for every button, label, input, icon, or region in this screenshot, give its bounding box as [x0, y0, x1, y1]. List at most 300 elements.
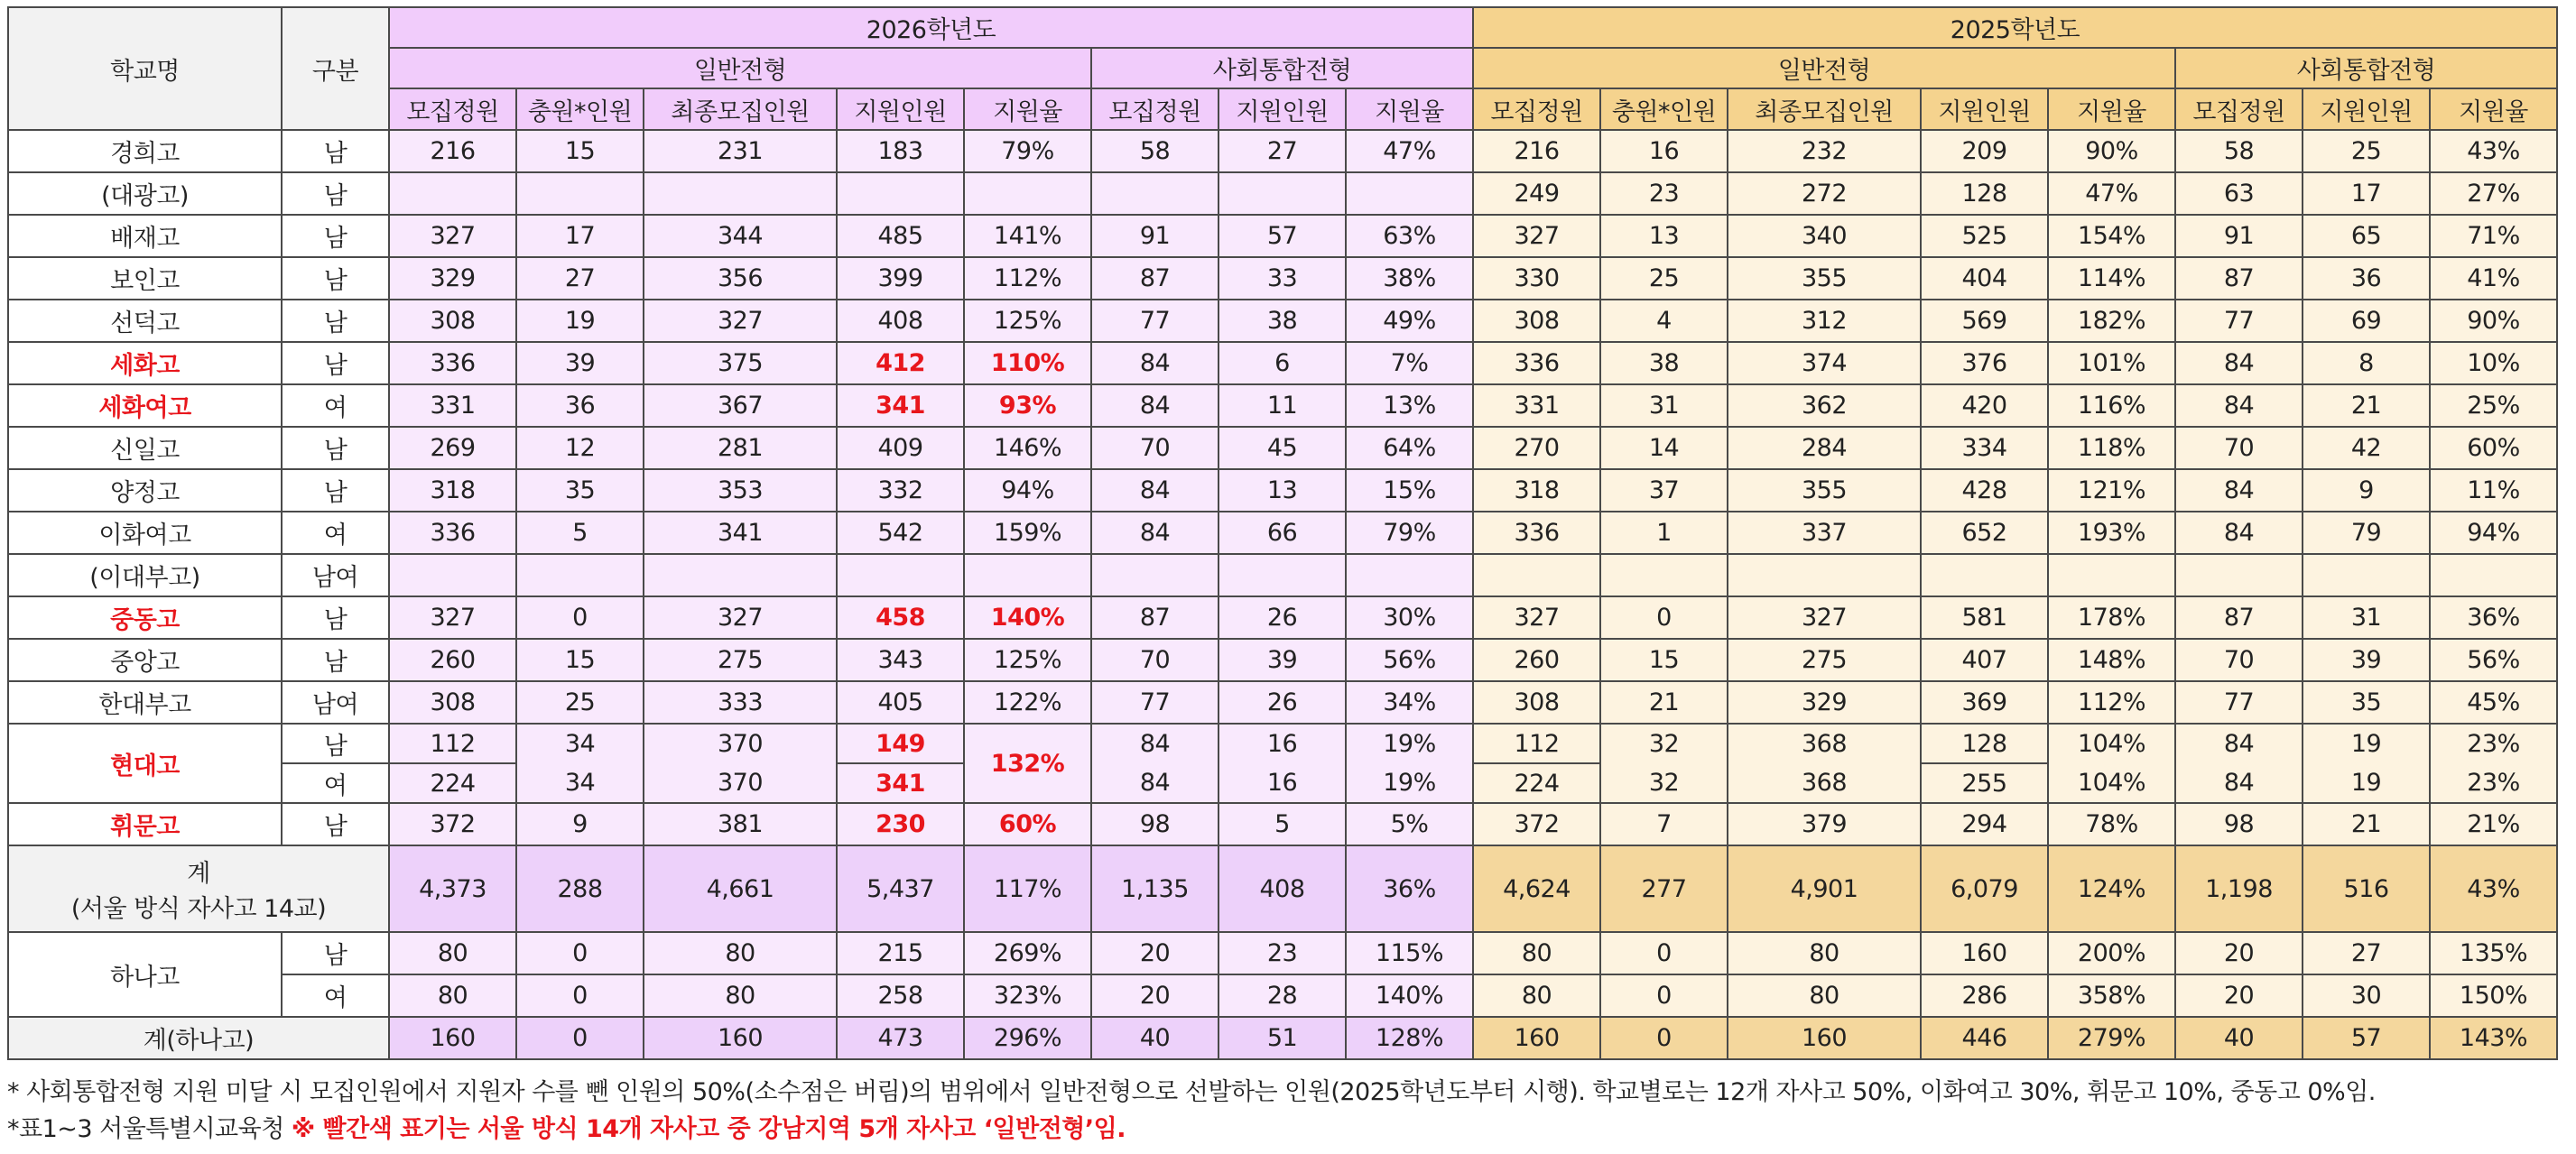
value-applicants: 255: [1921, 763, 2048, 803]
value-rate: 124%: [2048, 845, 2175, 932]
value-social-recruit: 1,198: [2175, 845, 2303, 932]
value-rate: [964, 554, 1091, 596]
value-applicants: 420: [1921, 384, 2048, 427]
value-rate: [964, 172, 1091, 215]
total-label: [8, 845, 389, 932]
value-social-applicants: 79: [2303, 512, 2430, 554]
metric-header-applicants: 지원인원: [1921, 88, 2048, 130]
value-recruit: [389, 554, 516, 596]
value-extra: 288: [516, 845, 644, 932]
school-row-hyundai-2: [8, 763, 2557, 803]
value-extra: 0: [516, 932, 644, 974]
school-row: [8, 681, 2557, 724]
value-final: [644, 554, 837, 596]
value-social-applicants: 408: [1219, 845, 1346, 932]
value-social-rate: 94%: [2430, 512, 2557, 554]
value-rate: 112%: [964, 257, 1091, 300]
value-social-recruit: 91: [1091, 215, 1219, 257]
value-rate: 104%: [2048, 724, 2175, 763]
value-recruit: 269: [389, 427, 516, 469]
value-extra: 4: [1600, 300, 1728, 342]
value-applicants: 258: [837, 974, 964, 1017]
metric-header-extra: 충원*인원: [1600, 88, 1728, 130]
value-social-applicants: 69: [2303, 300, 2430, 342]
value-rate: 118%: [2048, 427, 2175, 469]
value-social-recruit: 98: [2175, 803, 2303, 845]
value-rate: 78%: [2048, 803, 2175, 845]
year-header-2025: 2025학년도: [1473, 7, 2557, 48]
value-social-recruit: 84: [1091, 763, 1219, 803]
value-social-applicants: 30: [2303, 974, 2430, 1017]
value-extra: 15: [516, 130, 644, 172]
value-extra: 36: [516, 384, 644, 427]
school-row: [8, 257, 2557, 300]
value-recruit: 372: [1473, 803, 1600, 845]
metric-header-social-recruit: 모집정원: [1091, 88, 1219, 130]
value-social-recruit: 84: [2175, 763, 2303, 803]
school-name-hana: 하나고: [8, 932, 282, 1017]
school-row-hana-1: [8, 932, 2557, 974]
value-social-applicants: 42: [2303, 427, 2430, 469]
value-social-applicants: 36: [2303, 257, 2430, 300]
value-social-applicants: 5: [1219, 803, 1346, 845]
value-social-rate: 115%: [1346, 932, 1473, 974]
value-final: 341: [644, 512, 837, 554]
value-social-recruit: 58: [2175, 130, 2303, 172]
value-rate: 110%: [964, 342, 1091, 384]
gender: 남: [282, 130, 389, 172]
value-applicants: 407: [1921, 639, 2048, 681]
school-name: 경희고: [8, 130, 282, 172]
value-social-recruit: 77: [1091, 681, 1219, 724]
school-row: [8, 596, 2557, 639]
school-row: [8, 427, 2557, 469]
value-extra: 9: [516, 803, 644, 845]
metric-header-social-applicants: 지원인원: [2303, 88, 2430, 130]
school-name: 양정고: [8, 469, 282, 512]
value-applicants: [837, 172, 964, 215]
value-social-applicants: 16: [1219, 763, 1346, 803]
value-final: 160: [1728, 1017, 1921, 1059]
value-social-rate: 56%: [2430, 639, 2557, 681]
value-social-recruit: 84: [2175, 342, 2303, 384]
value-recruit: 224: [389, 763, 516, 803]
footnote-line-1: * 사회통합전형 지원 미달 시 모집인원에서 지원자 수를 뺀 인원의 50%(소수점은 버림)의 범위에서 일반전형으로 선발하는 인원(2025학년도부터 시행). 학교별로는 12개 자사고 50%, 이화여고 30%, 휘문고 10%, 중동고 0%임.: [7, 1078, 2376, 1106]
gender: 남: [282, 257, 389, 300]
gender: 남: [282, 427, 389, 469]
value-applicants: 343: [837, 639, 964, 681]
gender: 남: [282, 469, 389, 512]
value-social-rate: 27%: [2430, 172, 2557, 215]
gender: 남: [282, 803, 389, 845]
value-applicants: 215: [837, 932, 964, 974]
value-rate: 182%: [2048, 300, 2175, 342]
value-social-rate: 11%: [2430, 469, 2557, 512]
value-applicants: 230: [837, 803, 964, 845]
footnote-line-2: [7, 1109, 1126, 1144]
value-final: 80: [1728, 932, 1921, 974]
value-recruit: 249: [1473, 172, 1600, 215]
value-social-recruit: 20: [2175, 974, 2303, 1017]
value-extra: 14: [1600, 427, 1728, 469]
value-final: 4,901: [1728, 845, 1921, 932]
value-applicants: 128: [1921, 724, 2048, 763]
value-social-recruit: 84: [2175, 724, 2303, 763]
value-social-rate: 71%: [2430, 215, 2557, 257]
value-applicants: 473: [837, 1017, 964, 1059]
value-social-applicants: 51: [1219, 1017, 1346, 1059]
value-recruit: 329: [389, 257, 516, 300]
value-social-applicants: 26: [1219, 596, 1346, 639]
value-social-rate: 150%: [2430, 974, 2557, 1017]
value-extra: 277: [1600, 845, 1728, 932]
value-applicants: 286: [1921, 974, 2048, 1017]
value-rate: 104%: [2048, 763, 2175, 803]
value-recruit: 336: [389, 342, 516, 384]
value-extra: 25: [1600, 257, 1728, 300]
value-recruit: 331: [1473, 384, 1600, 427]
school-name: 한대부고: [8, 681, 282, 724]
value-final: 362: [1728, 384, 1921, 427]
value-social-rate: 79%: [1346, 512, 1473, 554]
value-social-recruit: 91: [2175, 215, 2303, 257]
school-name: 선덕고: [8, 300, 282, 342]
value-social-applicants: 13: [1219, 469, 1346, 512]
value-social-applicants: 19: [2303, 763, 2430, 803]
value-rate: 122%: [964, 681, 1091, 724]
value-final: [1728, 554, 1921, 596]
value-rate: 178%: [2048, 596, 2175, 639]
value-rate: 94%: [964, 469, 1091, 512]
value-social-applicants: 6: [1219, 342, 1346, 384]
value-applicants: 183: [837, 130, 964, 172]
value-applicants: 525: [1921, 215, 2048, 257]
value-final: 80: [644, 974, 837, 1017]
value-recruit: 216: [1473, 130, 1600, 172]
value-rate: 296%: [964, 1017, 1091, 1059]
metric-header-social-applicants: 지원인원: [1219, 88, 1346, 130]
value-recruit: [389, 172, 516, 215]
value-extra: 15: [1600, 639, 1728, 681]
value-rate: 125%: [964, 639, 1091, 681]
value-final: 368: [1728, 724, 1921, 763]
value-social-applicants: 26: [1219, 681, 1346, 724]
header-row-tracks: [8, 48, 2557, 88]
metric-header-rate: 지원율: [2048, 88, 2175, 130]
metric-header-social-recruit: 모집정원: [2175, 88, 2303, 130]
value-social-applicants: 39: [1219, 639, 1346, 681]
value-rate: 358%: [2048, 974, 2175, 1017]
value-applicants: [1921, 554, 2048, 596]
value-recruit: 331: [389, 384, 516, 427]
metric-header-applicants: 지원인원: [837, 88, 964, 130]
gender: 남: [282, 215, 389, 257]
value-social-recruit: 84: [2175, 512, 2303, 554]
value-social-applicants: [1219, 172, 1346, 215]
value-rate: 47%: [2048, 172, 2175, 215]
value-applicants: 209: [1921, 130, 2048, 172]
value-rate: 132%: [964, 724, 1091, 803]
value-applicants: 6,079: [1921, 845, 2048, 932]
value-social-rate: 64%: [1346, 427, 1473, 469]
value-extra: 1: [1600, 512, 1728, 554]
value-recruit: 224: [1473, 763, 1600, 803]
school-name: 세화고: [8, 342, 282, 384]
value-extra: [516, 172, 644, 215]
value-recruit: 336: [389, 512, 516, 554]
track-header-general-2025: 일반전형: [1473, 48, 2175, 88]
value-social-applicants: 23: [1219, 932, 1346, 974]
value-final: 327: [644, 300, 837, 342]
value-social-recruit: 98: [1091, 803, 1219, 845]
value-social-rate: 15%: [1346, 469, 1473, 512]
value-final: 379: [1728, 803, 1921, 845]
school-name: 세화여고: [8, 384, 282, 427]
hana-total-label: 계(하나고): [8, 1017, 389, 1059]
gender: 남: [282, 639, 389, 681]
value-rate: 146%: [964, 427, 1091, 469]
value-applicants: 652: [1921, 512, 2048, 554]
gender: 남: [282, 342, 389, 384]
value-final: 327: [1728, 596, 1921, 639]
value-recruit: 318: [1473, 469, 1600, 512]
value-social-recruit: 20: [1091, 974, 1219, 1017]
value-social-applicants: 57: [1219, 215, 1346, 257]
value-applicants: 294: [1921, 803, 2048, 845]
value-social-applicants: 57: [2303, 1017, 2430, 1059]
value-extra: 7: [1600, 803, 1728, 845]
value-applicants: 581: [1921, 596, 2048, 639]
value-extra: 12: [516, 427, 644, 469]
gender: 여: [282, 384, 389, 427]
value-final: 355: [1728, 257, 1921, 300]
value-final: 275: [1728, 639, 1921, 681]
value-extra: 37: [1600, 469, 1728, 512]
value-social-recruit: 84: [1091, 342, 1219, 384]
column-header-gender: 구분: [282, 7, 389, 130]
value-final: 333: [644, 681, 837, 724]
school-row: [8, 300, 2557, 342]
value-recruit: 80: [1473, 974, 1600, 1017]
value-applicants: 160: [1921, 932, 2048, 974]
value-social-rate: 135%: [2430, 932, 2557, 974]
value-extra: 32: [1600, 724, 1728, 763]
value-rate: 60%: [964, 803, 1091, 845]
header-row-metrics: [8, 88, 2557, 130]
value-social-rate: 143%: [2430, 1017, 2557, 1059]
value-social-recruit: 87: [1091, 257, 1219, 300]
value-social-recruit: 84: [2175, 469, 2303, 512]
value-final: 381: [644, 803, 837, 845]
value-social-rate: 47%: [1346, 130, 1473, 172]
value-applicants: 408: [837, 300, 964, 342]
value-social-rate: 140%: [1346, 974, 1473, 1017]
value-recruit: 80: [389, 932, 516, 974]
value-social-recruit: 84: [2175, 384, 2303, 427]
total-row: [8, 845, 2557, 932]
metric-header-recruit: 모집정원: [1473, 88, 1600, 130]
value-final: 232: [1728, 130, 1921, 172]
value-final: 329: [1728, 681, 1921, 724]
value-extra: 17: [516, 215, 644, 257]
value-social-recruit: 84: [1091, 469, 1219, 512]
school-row-hana-2: [8, 974, 2557, 1017]
value-social-applicants: [2303, 554, 2430, 596]
value-social-applicants: [1219, 554, 1346, 596]
value-extra: 0: [1600, 974, 1728, 1017]
school-name: 중앙고: [8, 639, 282, 681]
value-social-rate: 34%: [1346, 681, 1473, 724]
value-rate: 117%: [964, 845, 1091, 932]
value-social-rate: 56%: [1346, 639, 1473, 681]
value-recruit: 4,624: [1473, 845, 1600, 932]
value-extra: 38: [1600, 342, 1728, 384]
value-rate: 90%: [2048, 130, 2175, 172]
value-social-recruit: 87: [2175, 257, 2303, 300]
value-social-rate: 13%: [1346, 384, 1473, 427]
value-applicants: 485: [837, 215, 964, 257]
value-rate: 112%: [2048, 681, 2175, 724]
value-social-applicants: 21: [2303, 384, 2430, 427]
value-recruit: 4,373: [389, 845, 516, 932]
value-final: 80: [1728, 974, 1921, 1017]
value-social-applicants: 35: [2303, 681, 2430, 724]
value-recruit: 336: [1473, 342, 1600, 384]
value-social-rate: 60%: [2430, 427, 2557, 469]
school-row: [8, 130, 2557, 172]
metric-header-social-rate: 지원율: [1346, 88, 1473, 130]
value-social-rate: 10%: [2430, 342, 2557, 384]
value-rate: 279%: [2048, 1017, 2175, 1059]
track-header-social-2026: 사회통합전형: [1091, 48, 1473, 88]
value-rate: 148%: [2048, 639, 2175, 681]
school-name: 배재고: [8, 215, 282, 257]
school-row: [8, 469, 2557, 512]
value-extra: 25: [516, 681, 644, 724]
value-recruit: 216: [389, 130, 516, 172]
value-rate: 116%: [2048, 384, 2175, 427]
value-social-rate: 5%: [1346, 803, 1473, 845]
value-applicants: 332: [837, 469, 964, 512]
year-header-2026: 2026학년도: [389, 7, 1473, 48]
value-recruit: 330: [1473, 257, 1600, 300]
value-final: 312: [1728, 300, 1921, 342]
value-recruit: 336: [1473, 512, 1600, 554]
value-social-recruit: 70: [1091, 427, 1219, 469]
value-rate: 193%: [2048, 512, 2175, 554]
value-applicants: 334: [1921, 427, 2048, 469]
value-social-rate: 25%: [2430, 384, 2557, 427]
value-extra: 32: [1600, 763, 1728, 803]
value-social-recruit: 40: [1091, 1017, 1219, 1059]
value-applicants: 542: [837, 512, 964, 554]
value-applicants: 446: [1921, 1017, 2048, 1059]
value-recruit: [1473, 554, 1600, 596]
value-rate: 159%: [964, 512, 1091, 554]
value-recruit: 327: [389, 215, 516, 257]
value-extra: 0: [1600, 1017, 1728, 1059]
value-social-rate: 21%: [2430, 803, 2557, 845]
value-extra: 15: [516, 639, 644, 681]
value-applicants: 369: [1921, 681, 2048, 724]
value-final: 367: [644, 384, 837, 427]
value-extra: 39: [516, 342, 644, 384]
value-rate: 200%: [2048, 932, 2175, 974]
school-row-whimoon: [8, 803, 2557, 845]
value-recruit: 308: [1473, 300, 1600, 342]
school-name: (이대부고): [8, 554, 282, 596]
value-final: 370: [644, 763, 837, 803]
school-row-hyundai-1: [8, 724, 2557, 763]
metric-header-social-rate: 지원율: [2430, 88, 2557, 130]
value-social-applicants: 11: [1219, 384, 1346, 427]
value-recruit: 308: [389, 681, 516, 724]
value-social-applicants: 28: [1219, 974, 1346, 1017]
value-social-recruit: 20: [1091, 932, 1219, 974]
value-rate: 140%: [964, 596, 1091, 639]
gender: 여: [282, 974, 389, 1017]
school-name: (대광고): [8, 172, 282, 215]
value-social-applicants: 38: [1219, 300, 1346, 342]
value-final: 344: [644, 215, 837, 257]
value-extra: 0: [516, 974, 644, 1017]
gender: 남: [282, 724, 389, 763]
value-rate: 93%: [964, 384, 1091, 427]
value-applicants: 5,437: [837, 845, 964, 932]
value-social-recruit: 87: [1091, 596, 1219, 639]
value-recruit: 270: [1473, 427, 1600, 469]
value-applicants: 341: [837, 763, 964, 803]
value-social-rate: 19%: [1346, 724, 1473, 763]
value-applicants: 458: [837, 596, 964, 639]
value-social-recruit: 77: [1091, 300, 1219, 342]
value-final: 375: [644, 342, 837, 384]
value-social-recruit: 77: [2175, 300, 2303, 342]
value-final: 4,661: [644, 845, 837, 932]
value-social-rate: [2430, 554, 2557, 596]
school-name: 중동고: [8, 596, 282, 639]
gender: 남여: [282, 554, 389, 596]
value-rate: 141%: [964, 215, 1091, 257]
value-extra: 0: [516, 596, 644, 639]
metric-header-extra: 충원*인원: [516, 88, 644, 130]
value-final: 374: [1728, 342, 1921, 384]
value-social-applicants: 9: [2303, 469, 2430, 512]
track-header-social-2025: 사회통합전형: [2175, 48, 2557, 88]
value-applicants: 341: [837, 384, 964, 427]
total-label-line1: 계: [187, 860, 210, 888]
value-social-rate: 49%: [1346, 300, 1473, 342]
school-name-hyundai: 현대고: [8, 724, 282, 803]
school-name: 신일고: [8, 427, 282, 469]
value-social-rate: 128%: [1346, 1017, 1473, 1059]
value-extra: 0: [1600, 932, 1728, 974]
value-final: 275: [644, 639, 837, 681]
value-final: 337: [1728, 512, 1921, 554]
value-extra: 34: [516, 724, 644, 763]
value-social-applicants: 21: [2303, 803, 2430, 845]
admission-table: [7, 6, 2558, 1060]
total-label-line2: (서울 방식 자사고 14교): [70, 895, 327, 923]
value-social-rate: 43%: [2430, 845, 2557, 932]
value-social-applicants: 66: [1219, 512, 1346, 554]
school-row: [8, 172, 2557, 215]
column-header-school: 학교명: [8, 7, 282, 130]
value-social-recruit: 70: [2175, 427, 2303, 469]
hana-total-row: [8, 1017, 2557, 1059]
value-social-recruit: 70: [1091, 639, 1219, 681]
value-recruit: 80: [389, 974, 516, 1017]
